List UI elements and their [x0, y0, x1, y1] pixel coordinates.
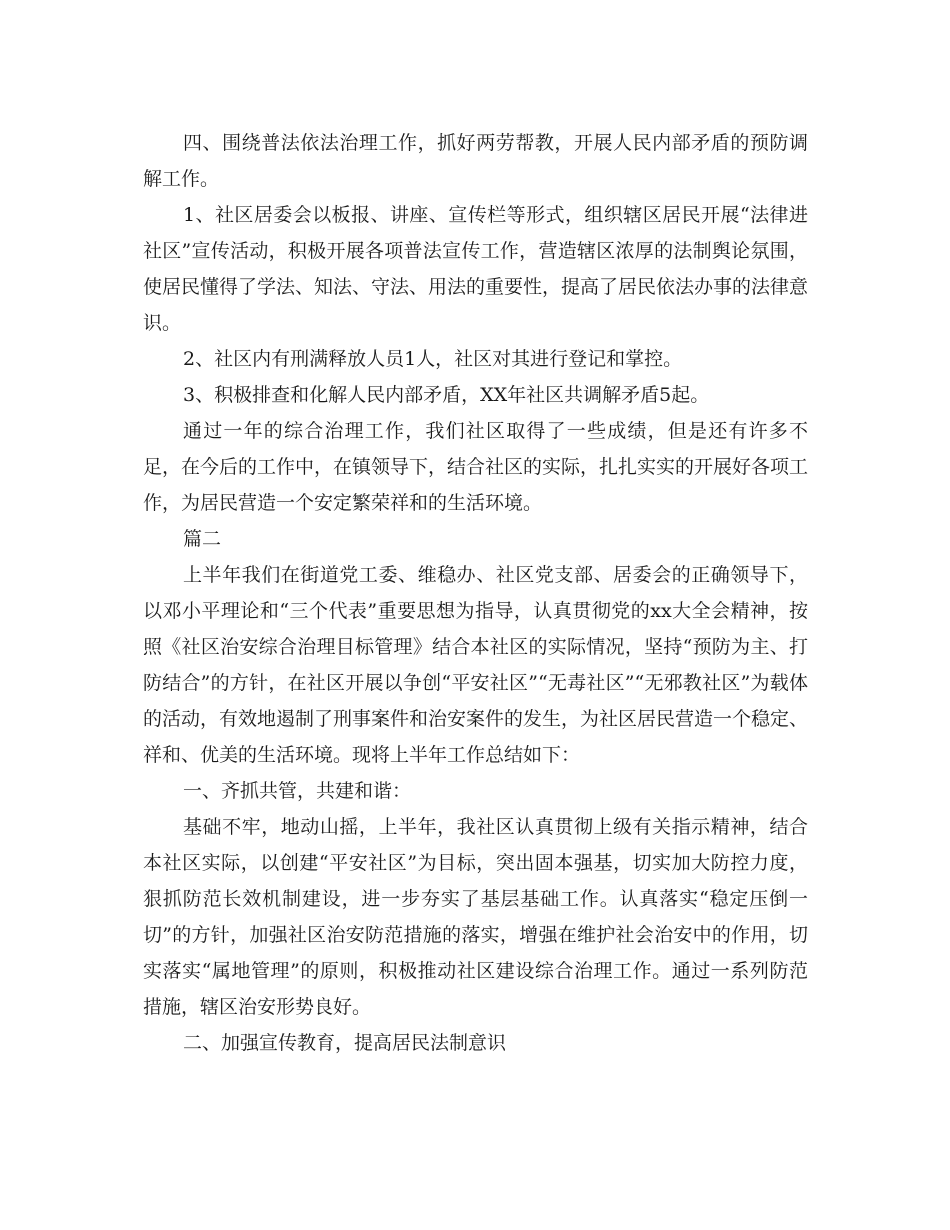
- paragraph-item-1: 1、社区居委会以板报、讲座、宣传栏等形式，组织辖区居民开展“法律进社区”宣传活动，积极开展各项普法宣传工作，营造辖区浓厚的法制舆论氛围，使居民懂得了学法、知法、守法、用法的重要性，提高了居民依法办事的法律意识。: [143, 204, 809, 334]
- document-body: [143, 125, 808, 1061]
- paragraph-summary: 通过一年的综合治理工作，我们社区取得了一些成绩，但是还有许多不足，在今后的工作中，在镇领导下，结合社区的实际，扎扎实实的开展好各项工作，为居民营造一个安定繁荣祥和的生活环境。: [143, 420, 809, 514]
- paragraph-item-3: 3、积极排查和化解人民内部矛盾，XX年社区共调解矛盾5起。: [183, 384, 710, 406]
- paragraph-intro: 上半年我们在街道党工委、维稳办、社区党支部、居委会的正确领导下，以邓小平理论和“三个代表”重要思想为指导，认真贯彻党的xx大全会精神，按照《社区治安综合治理目标管理》结合本社区的实际情况，坚持“预防为主、打防结合”的方针，在社区开展以争创“平安社区”“无毒社区”“无邪教社区”为载体的活动，有效地遏制了刑事案件和治安案件的发生，为社区居民营造一个稳定、祥和、优美的生活环境。现将上半年工作总结如下：: [143, 564, 809, 766]
- part-two-heading: 篇二: [183, 528, 222, 550]
- paragraph-item-2: 2、社区内有刑满释放人员1人，社区对其进行登记和掌控。: [183, 348, 683, 370]
- section-heading-one: 一、齐抓共管，共建和谐：: [183, 780, 412, 802]
- paragraph-section-one: 基础不牢，地动山摇，上半年，我社区认真贯彻上级有关指示精神，结合本社区实际，以创建“平安社区”为目标，突出固本强基，切实加大防控力度，狠抓防范长效机制建设，进一步夯实了基层基础工作。认真落实“稳定压倒一切”的方针，加强社区治安防范措施的落实，增强在维护社会治安中的作用，切实落实“属地管理”的原则，积极推动社区建设综合治理工作。通过一系列防范措施，辖区治安形势良好。: [143, 816, 808, 1018]
- section-heading-four: 四、围绕普法依法治理工作，抓好两劳帮教，开展人民内部矛盾的预防调解工作。: [143, 132, 808, 190]
- section-heading-two: 二、加强宣传教育，提高居民法制意识: [183, 1032, 507, 1054]
